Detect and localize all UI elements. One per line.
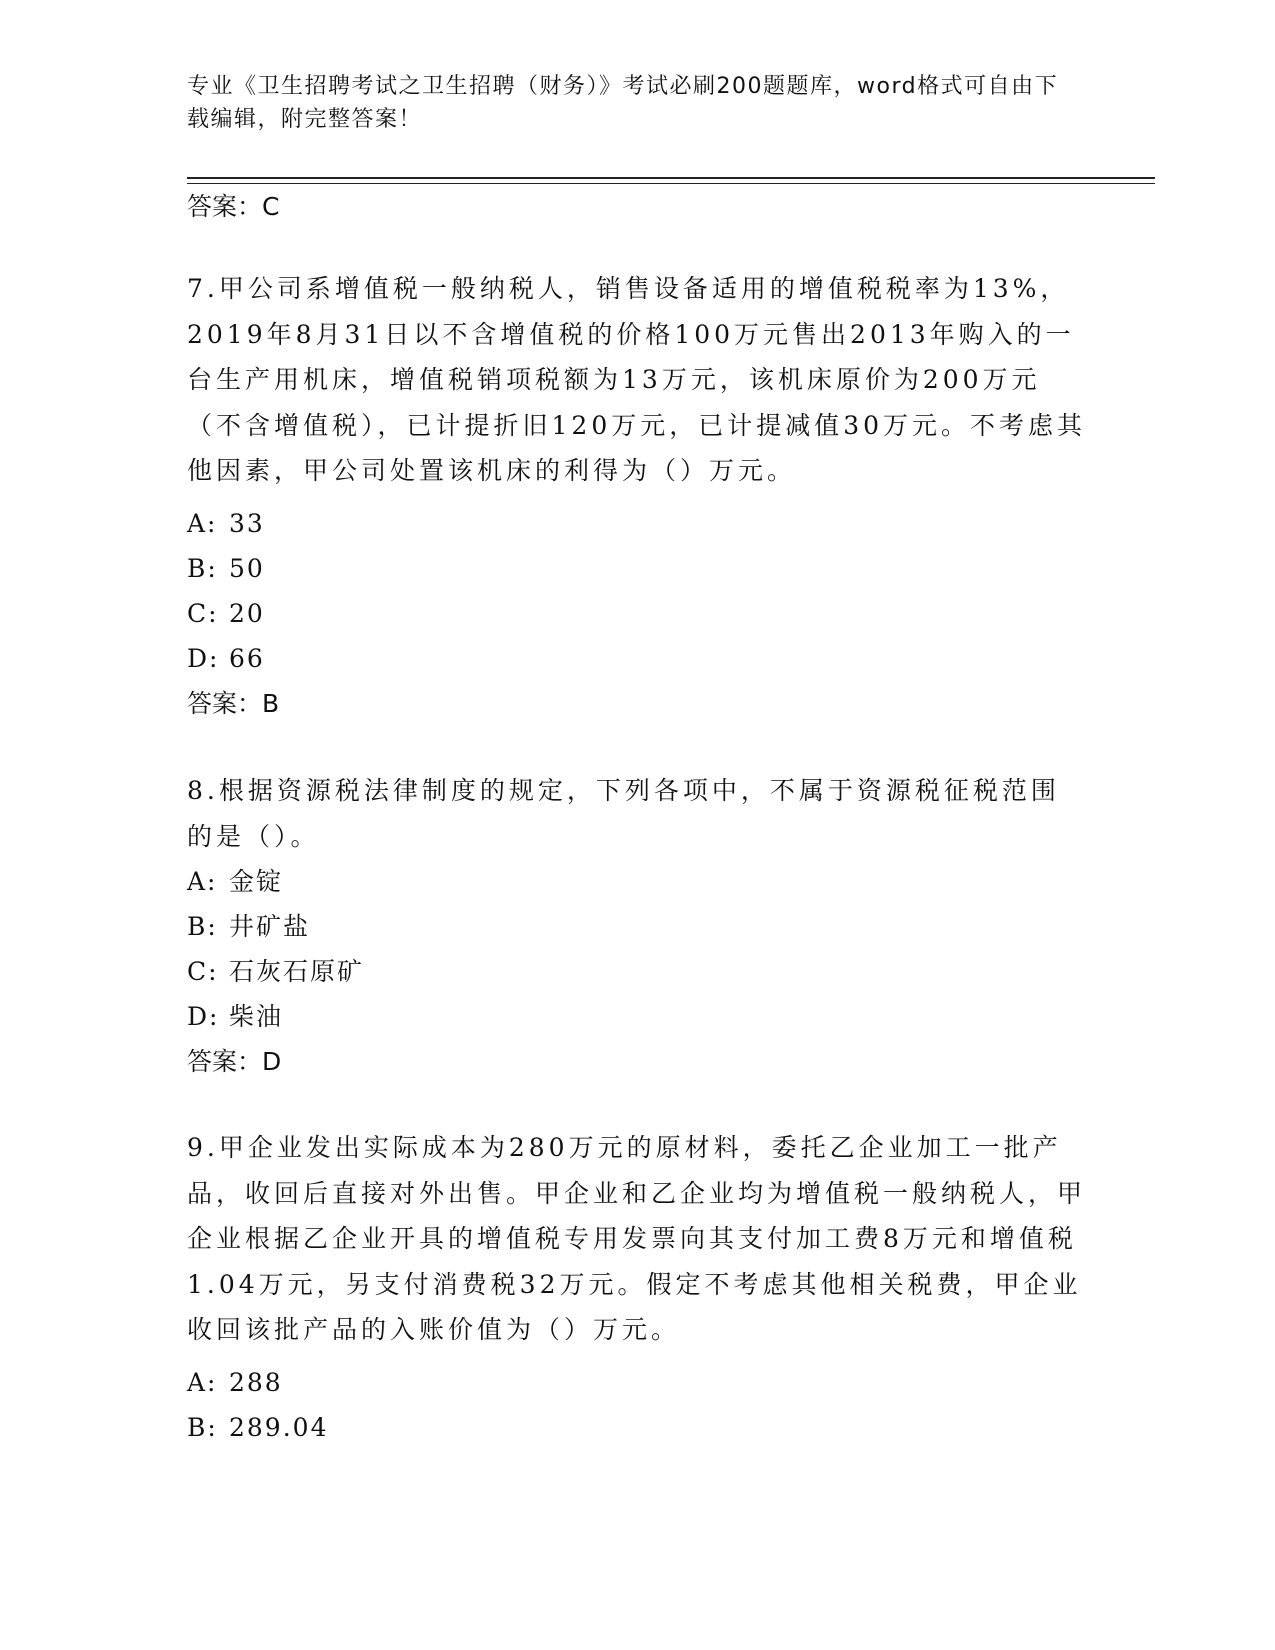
question-9-option-a (187, 1368, 283, 1398)
question-8-text: 8.根据资源税法律制度的规定，下列各项中，不属于资源税征税范围的是（）。 (187, 776, 1060, 851)
question-8-option-d (187, 1002, 283, 1032)
option-key: C: (187, 957, 219, 986)
question-7-option-d (187, 644, 265, 674)
option-value: 66 (229, 644, 265, 673)
document-header: 专业《卫生招聘考试之卫生招聘（财务）》考试必刷200题题库，word格式可自由下载编辑，附完整答案！ (187, 74, 1059, 132)
question-8-option-a (187, 867, 283, 897)
question-7-text: 7.甲公司系增值税一般纳税人，销售设备适用的增值税税率为13%，2019年8月31日以不含增值税的价格100万元售出2013年购入的一台生产用机床，增值税销项税额为13万元，该机床原价为200万元（不含增值税），已计提折旧120万元，已计提减值30万元。不考虑其他因素，甲公司处置该机床的利得为（）万元。 (187, 274, 1087, 485)
option-value: 33 (229, 509, 265, 538)
option-key: B: (187, 1413, 218, 1442)
question-7-option-b (187, 554, 265, 584)
option-value: 50 (229, 554, 265, 583)
option-value: 金锭 (229, 867, 284, 896)
header-rule-thick (187, 177, 1155, 179)
option-value: 柴油 (229, 1002, 284, 1031)
question-9-text: 9.甲企业发出实际成本为280万元的原材料，委托乙企业加工一批产品，收回后直接对外出售。甲企业和乙企业均为增值税一般纳税人，甲企业根据乙企业开具的增值税专用发票向其支付加工费8万元和增值税1.04万元，另支付消费税32万元。假定不考虑其他相关税费，甲企业收回该批产品的入账价值为（）万元。 (187, 1133, 1087, 1344)
option-value: 井矿盐 (229, 912, 311, 941)
option-key: A: (187, 1368, 218, 1397)
option-key: D: (187, 1002, 220, 1031)
question-7-answer: 答案：B (187, 689, 280, 718)
option-value: 石灰石原矿 (229, 957, 365, 986)
header-rule-thin (187, 183, 1155, 184)
question-7-option-a (187, 509, 265, 539)
option-value: 20 (229, 599, 265, 628)
option-key: C: (187, 599, 219, 628)
option-key: B: (187, 912, 218, 941)
question-7-option-c (187, 599, 265, 629)
question-8-option-b (187, 912, 310, 942)
option-value: 289.04 (229, 1413, 329, 1442)
option-key: D: (187, 644, 220, 673)
option-value: 288 (229, 1368, 283, 1397)
option-key: B: (187, 554, 218, 583)
previous-answer: 答案：C (187, 192, 280, 221)
question-9-option-b (187, 1413, 328, 1443)
option-key: A: (187, 509, 218, 538)
question-8-option-c (187, 957, 364, 987)
question-8-answer: 答案：D (187, 1047, 282, 1076)
option-key: A: (187, 867, 218, 896)
